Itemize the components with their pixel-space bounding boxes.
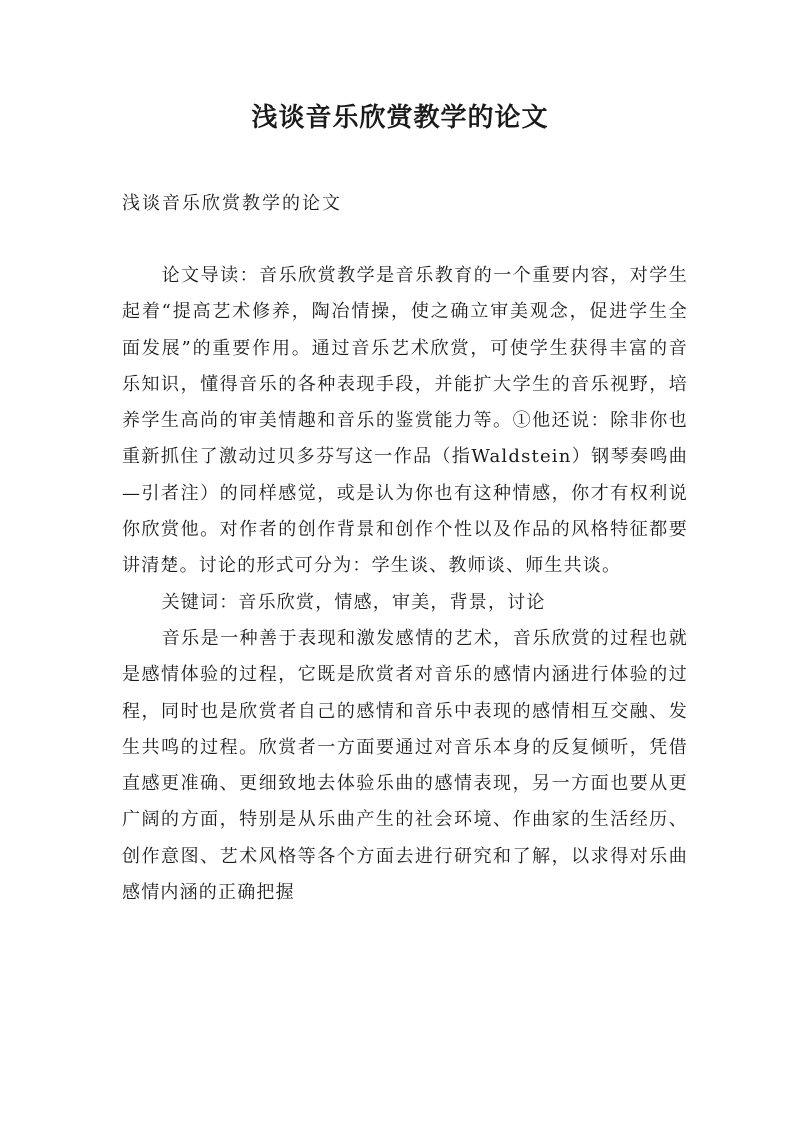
paragraph-main: 音乐是一种善于表现和激发感情的艺术，音乐欣赏的过程也就是感情体验的过程，它既是欣赏者对音乐的感情内涵进行体验的过程，同时也是欣赏者自己的感情和音乐中表现的感情相互交融、发生共鸣的过程。欣赏者一方面要通过对音乐本身的反复倾听，凭借直感更准确、更细致地去体验乐曲的感情表现，另一方面也要从更广阔的方面，特别是从乐曲产生的社会环境、作曲家的生活经历、创作意图、艺术风格等各个方面去进行研究和了解，以求得对乐曲感情内涵的正确把握	[122, 627, 688, 904]
paragraph-keywords: 关键词：音乐欣赏，情感，审美，背景，讨论	[161, 591, 546, 613]
page-title: 浅谈音乐欣赏教学的论文	[251, 103, 549, 133]
document-subtitle: 浅谈音乐欣赏教学的论文	[122, 193, 342, 214]
paragraph-abstract: 论文导读：音乐欣赏教学是音乐教育的一个重要内容，对学生起着“提高艺术修养，陶冶情操，使之确立审美观念，促进学生全面发展”的重要作用。通过音乐艺术欣赏，可使学生获得丰富的音乐知识，懂得音乐的各种表现手段，并能扩大学生的音乐视野，培养学生高尚的审美情趣和音乐的鉴赏能力等。①他还说：除非你也重新抓住了激动过贝多芬写这一作品（指Waldstein）钢琴奏鸣曲—引者注）的同样感觉，或是认为你也有这种情感，你才有权利说你欣赏他。对作者的创作背景和创作个性以及作品的风格特征都要讲清楚。讨论的形式可分为：学生谈、教师谈、师生共谈。	[122, 265, 688, 577]
document-body	[122, 258, 688, 911]
